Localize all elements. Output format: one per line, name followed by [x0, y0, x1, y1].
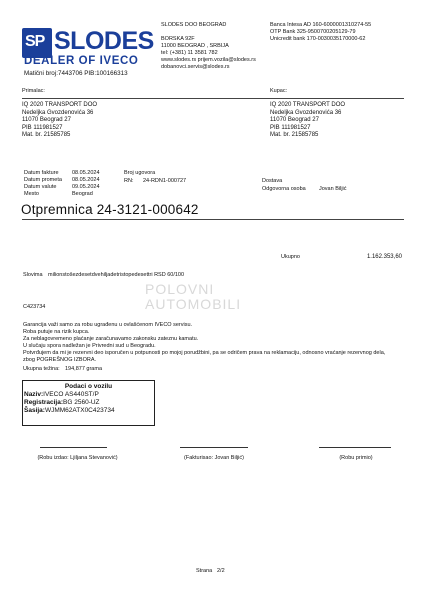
signature-issued-by: (Robu izdao: Ljiljana Stevanović)	[37, 455, 118, 461]
divider	[22, 98, 404, 99]
delivery-label: Dostava	[262, 178, 283, 184]
signature-line	[40, 447, 107, 448]
contact-label: Odgovorna osoba	[262, 186, 306, 192]
weight-value: 194,877 grama	[65, 366, 102, 372]
dates-labels: Datum fakture Datum prometa Datum valute Mesto	[24, 170, 62, 197]
sp-logo-mark: SP	[22, 28, 52, 58]
signature-received-by: (Robu primio)	[339, 455, 373, 461]
in-words-value: milionstošezdesetdvehiljadetristopedesettri RSD 60/100	[48, 272, 185, 278]
vehicle-info-box	[22, 380, 155, 426]
total-label: Ukupno	[281, 254, 300, 260]
slodes-logo	[22, 27, 154, 67]
bank-info: Banca Intesa AD 160-6000001310274-55 OTP Bank 325-9500700205129-79 Unicredit bank 170-0030035170000-62	[270, 22, 372, 42]
vehicle-box-title: Podaci o vozilu	[64, 383, 113, 390]
signature-line	[319, 447, 391, 448]
contact-value: Jovan Biljić	[319, 186, 347, 192]
buyer-address: IQ 2020 TRANSPORT DOO Nedeljka Gvozdenovića 36 11070 Beograd 27 PIB 111981527 Mat. br. 21585785	[270, 102, 346, 138]
rn-value: 24-RDN1-000727	[143, 178, 187, 184]
reference-code: C423734	[23, 304, 46, 310]
document-title: Otpremnica 24-3121-000642	[21, 202, 199, 217]
buyer-label: Kupac:	[270, 88, 288, 94]
sender-address: IQ 2020 TRANSPORT DOO Nedeljka Gvozdenovića 36 11070 Beograd 27 PIB 111981527 Mat. br. 21585785	[22, 102, 98, 138]
vehicle-rows: Naziv:IVECO AS440ST/P Registracija:BG 2560-UZ Šasija:WJMM62ATX0C423734	[24, 391, 115, 414]
sender-label: Primalac:	[22, 88, 45, 94]
total-value: 1.162.353,60	[366, 254, 402, 260]
logo-wordmark: SLODES	[54, 27, 154, 55]
company-ids: Matični broj:7443706 PIB:100166313	[24, 70, 128, 77]
dates-values: 08.05.2024 08.05.2024 09.05.2024 Beograd	[72, 170, 100, 197]
signature-line	[180, 447, 248, 448]
contract-label: Broj ugovora	[124, 170, 156, 176]
divider	[22, 219, 404, 220]
company-info: SLODES DOO BEOGRAD BORSKA 92F 11000 BEOGRAD , SRBIJA tel: (+381) 11 3581 782 www.slodes.rs prijem.vozila@slodes.rs dobanovci.servis@slodes.rs	[161, 22, 256, 70]
page-label: Strana	[196, 568, 213, 574]
logo-tagline: DEALER OF IVECO	[24, 55, 139, 67]
rn-label: RN:	[124, 178, 134, 184]
weight-label: Ukupna težina:	[23, 366, 60, 372]
in-words-label: Slovima	[23, 272, 43, 278]
page-number: 2/2	[217, 568, 225, 574]
watermark: POLOVNI AUTOMOBILI	[145, 281, 242, 312]
signature-invoiced-by: (Fakturisao: Jovan Biljić)	[184, 455, 244, 461]
terms-text: Garancija važi samo za robu ugrađenu u ovlašćenom IVECO servisu. Roba putuje na rizik kupca. Za neblagovremeno plaćanje zaračunavamo zakonsku zateznu kamatu. U slučaju spora nadležan je Privredni sud u Beogradu. Potvrđujem da mi je rezervni deo isporučen u potpunosti po mojoj porudžbini, pa se odričem prava na reklamaciju, odnosno vraćanje rezervnog dela, zbog POGREŠNOG IZBORA.	[23, 322, 386, 363]
